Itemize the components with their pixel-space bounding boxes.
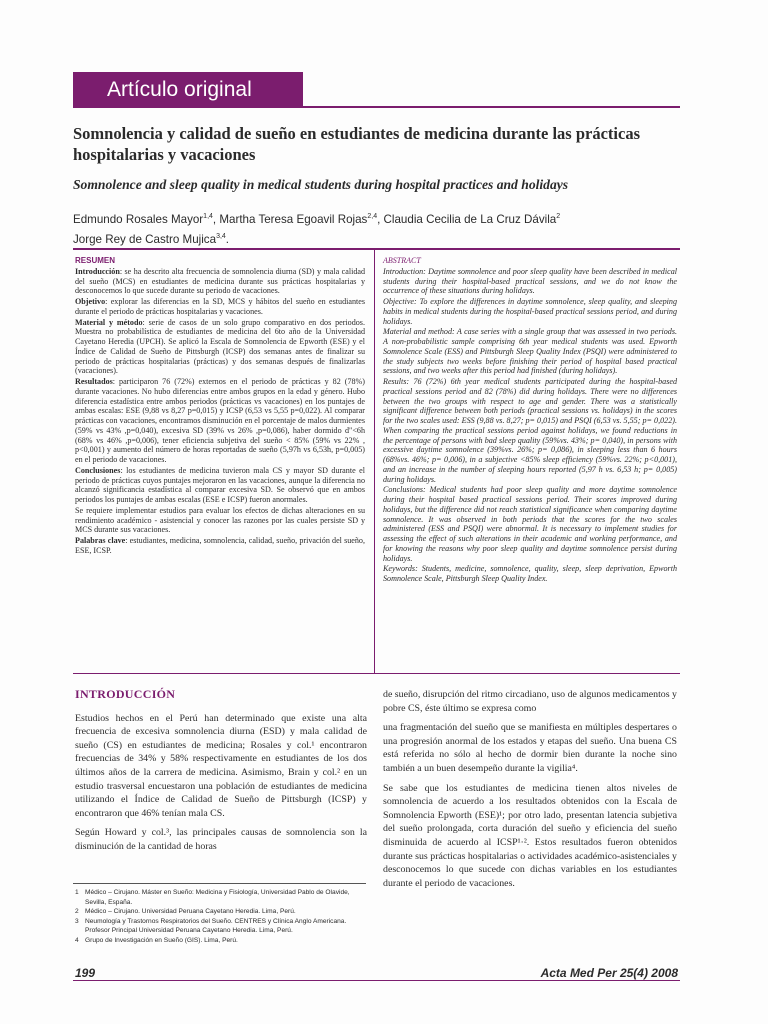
author-list-end: . <box>225 232 230 246</box>
banner-rule <box>303 106 680 108</box>
footnote-text: Grupo de Investigación en Sueño (GIS). Lima, Perú. <box>85 936 238 944</box>
resumen-label: Conclusiones <box>75 465 121 475</box>
author-name: Jorge Rey de Castro Mujica <box>73 232 217 246</box>
author-affiliation: 2,4 <box>367 213 378 220</box>
resumen-text: : participaron 76 (72%) externos en el periodo de prácticas y 82 (78%) durante vacaciones. No hubo diferencias entre ambos grupos en la edad y género. Hubo diferencia estadística entre ambos periodos (prácticas vs vacaciones) en los puntajes de ambas escalas: ESE (9,88 vs 8,27 p=0,015) y ICSP (6,53 vs 5,55 p=0,022). Al comparar prácticas con vacaciones, encontramos disminución en el porcentaje de malos durmientes (59% vs 43% ,p=0,040), excesiva SD (39% vs 26% ,p=0,086), haber dormido d"<6h (68% vs 46% ,p=0,006), tener eficiencia subjetiva del sueño < 85% (59% vs 22% , p<0,001) y aumento del número de horas reportadas de sueño (5,97h vs 6,53h, p=0,005) en el periodo de vacaciones. <box>75 377 365 464</box>
resumen-conclusiones <box>75 466 365 505</box>
abstract-top-rule <box>73 248 680 250</box>
footnote <box>75 888 367 907</box>
abstract-results: Results: 76 (72%) 6th year medical students participated during the hospital-based practical sessions period and 82 (78%) did during holidays. There were no differences between the two groups with respect to age and gender. There was a statistically significant difference between both periods (practical sessions vs. holidays) in the scores for the two scales used: ESS (9,88 vs. 8,27; p= 0,015) and PSQI (6,53 vs. 5,55; p= 0,022). When comparing the practical sessions period against holidays, we found reductions in the percentage of persons with bad sleep quality (59%vs. 43%; p= 0,040), in persons with excessive daytime somnolence (39%vs. 26%; p= 0,086), in sleeping less than 6 hours (68%vs. 46%; p= 0,006), in a subjective <85% sleep efficiency (59%vs. 22%; p<0,001), and an increase in the number of sleeping hours reported (5,97 h vs. 6,53 h; p= 0,005) during holidays. <box>383 377 677 484</box>
resumen-resultados <box>75 377 365 465</box>
abstract-introduction: Introduction: Daytime somnolence and poor sleep quality have been described in medical students during their hospital-based practical sessions, and we do not know the occurrence of these situations during holidays. <box>383 266 677 296</box>
author-affiliation: 3,4 <box>216 232 226 240</box>
footnote-rule <box>73 883 366 884</box>
author-affiliation: 1,4 <box>203 213 213 220</box>
author-affiliation: 2 <box>556 213 561 220</box>
section-heading: INTRODUCCIÓN <box>75 687 176 701</box>
footnote-text: Neumología y Trastornos Respiratorios del Sueño. CENTRES y Clínica Anglo Americana. Profesor Principal Universidad Peruana Cayetano Heredia. Lima, Perú. <box>85 917 347 934</box>
footnote <box>75 917 367 936</box>
resumen-text: : estudiantes, medicina, somnolencia, calidad, sueño, privación del sueño, ESE, ICSP. <box>75 536 365 555</box>
author-name: Edmundo Rosales Mayor <box>73 212 204 226</box>
footnote-number: 2 <box>75 908 79 915</box>
abstract-keywords: Keywords: Students, medicine, somnolence, quality, sleep, sleep deprivation, Epworth Somnolence Scale, Pittsburgh Sleep Quality Index. <box>383 564 677 583</box>
resumen-heading: RESUMEN <box>75 256 116 265</box>
resumen-block <box>75 256 365 557</box>
resumen-objetivo <box>75 297 365 317</box>
author-list <box>73 208 683 248</box>
resumen-label: Material y método <box>75 317 143 327</box>
resumen-label: Resultados <box>75 377 113 386</box>
abstract-conclusions: Conclusions: Medical students had poor sleep quality and more daytime somnolence during their hospital based practical sessions period. Their scores improved during holidays, but the difference did not reach statistical significance when comparing daytime somnolence. It was observed in both periods that the scores for the two scales administered (ESS and PSQI) were abnormal. It is necessary to implement studies for assessing the effect of such alterations in their academic and working performance, and for knowing the reasons why poor sleep quality and daytime somnolence persist during holidays. <box>383 485 677 563</box>
footnote-number: 3 <box>75 917 79 925</box>
resumen-label: Introducción <box>75 266 120 276</box>
footnote-number: 4 <box>75 936 79 944</box>
footnotes <box>75 888 367 945</box>
abstract-block <box>383 256 677 585</box>
page-number: 199 <box>75 966 96 980</box>
section-banner <box>73 72 303 108</box>
resumen-text: : serie de casos de un solo grupo comparativo en dos periodos. Muestra no probabilística de estudiantes de medicina del 6to año de la Universidad Cayetano Heredia (UPCH). Se aplicó la Escala de Somnolencia de Epworth (ESE) y el Índice de Calidad de Sueño de Pittsburgh (ICSP) dos semanas antes de finalizar su periodo de prácticas hospitalarias (prácticas) y dos semanas después de finalizarlas (vacaciones). <box>75 317 365 376</box>
footnote-text: Médico – Cirujano. Máster en Sueño: Medicina y Fisiología, Universidad Pablo de Olavide, Sevilla, España. <box>85 889 350 906</box>
resumen-introduccion <box>75 267 365 296</box>
section-label: Artículo original <box>107 78 252 101</box>
abstract-heading: ABSTRACT <box>383 256 421 265</box>
author-name: , Martha Teresa Egoavil Rojas <box>212 212 368 226</box>
body-paragraph: Se sabe que los estudiantes de medicina tienen altos niveles de somnolencia de acuerdo a los resultados obtenidos con la Escala de Somnolencia Epworth (ESE)¹; por otro lado, presentan latencia subjetiva del sueño prolongada, corta duración del sueño y eficiencia del sueño disminuida de acuerdo al ICSP¹·². Estos resultados fueron obtenidos durante sus prácticas hospitalarias o actividades académico-asistenciales y desconocemos lo que sucede con dichas variables en los estudiantes durante el periodo de vacaciones. <box>383 782 677 889</box>
body-paragraph: una fragmentación del sueño que se manifiesta en múltiples despertares o una progresión anormal de los estados y etapas del sueño. Una buena CS está referida no sólo al hecho de dormir bien durante la noche sino también a un buen desempeño durante la vigilia⁴. <box>383 722 677 774</box>
footnote-number: 1 <box>75 889 79 896</box>
article-subtitle-english: Somnolence and sleep quality in medical students during hospital practices and holidays <box>73 177 569 192</box>
resumen-text: : se ha descrito alta frecuencia de somnolencia diurna (SD) y mala calidad del sueño (MCS) en estudiantes de medicina durante sus prácticas hospitalarias y desconocemos lo que sucede durante su periodo de vacaciones. <box>75 266 365 296</box>
body-paragraph: de sueño, disrupción del ritmo circadiano, uso de algunos medicamentos y pobre CS, éste último se expresa como <box>383 689 677 714</box>
resumen-label: Palabras clave <box>75 536 126 545</box>
journal-citation: Acta Med Per 25(4) 2008 <box>540 966 678 980</box>
abstract-objective: Objective: To explore the differences in daytime somnolence, sleep quality, and sleeping habits in medical students during the hospital-based practical sessions period, and during holidays. <box>383 297 677 326</box>
author-name: , Claudia Cecilia de La Cruz Dávila <box>377 212 557 226</box>
abstract-method: Material and method: A case series with a single group that was assessed in two periods. A non-probabilistic sample comprising 6th year medical students was used. Epworth Somnolence Scale (ESS) and Pittsburgh Sleep Quality Index (PSQI) were administered to the study subjects two weeks before finishing their period of hospital based practical sessions, and two weeks after this period had finished (during holidays). <box>383 327 677 376</box>
footnote-text: Médico – Cirujano. Universidad Peruana Cayetano Heredia. Lima, Perú. <box>85 908 296 915</box>
resumen-text: : explorar las diferencias en la SD, MCS y hábitos del sueño en estudiantes durante el periodo de prácticas hospitalarias y vacaciones. <box>75 297 365 316</box>
resumen-palabras-clave <box>75 536 365 556</box>
body-paragraph: Estudios hechos en el Perú han determinado que existe una alta frecuencia de excesiva somnolencia diurna (ESD) y mala calidad de sueño (CS) en estudiantes de medicina; Rosales y col.¹ encontraron frecuencias de 34% y 58% respectivamente en estudiantes de los dos últimos años de la carrera de medicina. Asimismo, Brain y col.² en un estudio trasversal encuestaron una población de estudiantes de medicina utilizando el Índice de Calidad de Sueño de Pittsburgh (ICSP) y encontraron que 46% tenían mala CS. <box>75 712 367 819</box>
body-paragraph: Según Howard y col.³, las principales causas de somnolencia son la disminución de la cantidad de horas <box>75 827 367 852</box>
body-right-column <box>383 688 677 896</box>
footnote <box>75 936 367 946</box>
resumen-text: : los estudiantes de medicina tuvieron mala CS y mayor SD durante el periodo de prácticas cuyos puntajes mejoraron en las vacaciones, aunque la diferencia no alcanzó significancia estadística al comparar excesiva SD. Se observó que en ambos periodos los puntajes de ambas escalas (ESE e ICSP) fueron anormales. <box>75 465 365 504</box>
resumen-material <box>75 318 365 377</box>
resumen-label: Objetivo <box>75 297 106 306</box>
resumen-extra: Se requiere implementar estudios para evaluar los efectos de dichas alteraciones en su rendimiento académico - asistencial y conocer las razones por las cuales persiste SD y MCS durante sus vacaciones. <box>75 505 365 535</box>
footer-rule <box>73 980 680 981</box>
abstract-column-divider <box>374 250 375 673</box>
abstract-bottom-rule <box>73 673 680 674</box>
article-title: Somnolencia y calidad de sueño en estudiantes de medicina durante las prácticas hospitalarias y vacaciones <box>73 124 640 164</box>
footnote <box>75 907 367 917</box>
body-left-column <box>75 688 367 860</box>
